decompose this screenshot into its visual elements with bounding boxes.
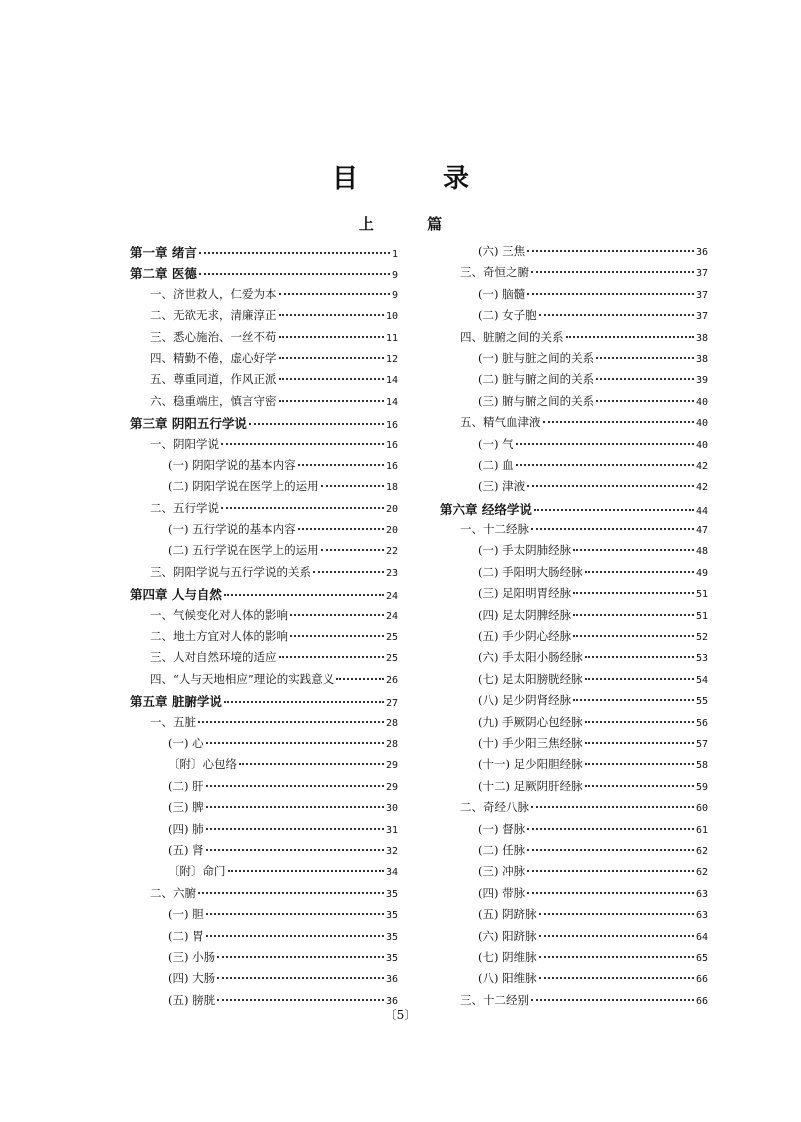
toc-entry[interactable] — [130, 863, 398, 884]
dot-leader — [585, 785, 694, 787]
toc-entry-page: 38 — [695, 332, 708, 344]
toc-entry-page: 20 — [385, 503, 398, 515]
toc-entry-page: 25 — [385, 632, 398, 644]
toc-entry[interactable] — [130, 842, 398, 863]
toc-entry[interactable] — [130, 735, 398, 756]
toc-entry[interactable] — [440, 756, 708, 777]
page-number: 〔5〕 — [384, 1008, 417, 1022]
dot-leader — [279, 378, 384, 380]
toc-entry-label: (五) 阴跻脉 — [478, 907, 537, 922]
toc-entry-page: 30 — [385, 803, 398, 815]
dot-leader — [199, 273, 390, 275]
toc-entry-page: 35 — [385, 910, 398, 922]
toc-entry[interactable] — [440, 842, 708, 863]
toc-entry-label: 〔附〕命门 — [168, 864, 226, 879]
toc-entry-label: 三、阴阳学说与五行学说的关系 — [150, 564, 311, 579]
toc-entry-page: 18 — [385, 482, 398, 494]
toc-chapter-entry[interactable] — [130, 692, 398, 713]
dot-leader — [298, 528, 384, 530]
toc-entry-page: 31 — [385, 824, 398, 836]
toc-entry-label: 一、十二经脉 — [460, 522, 529, 537]
dot-leader — [585, 678, 694, 680]
toc-entry-label: (一) 督脉 — [478, 821, 526, 836]
dot-leader — [224, 701, 384, 703]
dot-leader — [279, 293, 390, 295]
toc-entry-label: 六、稳重端庄，慎言守密 — [150, 393, 277, 408]
toc-entry[interactable] — [440, 414, 708, 435]
toc-entry-page: 14 — [385, 396, 398, 408]
toc-entry-label: 五、尊重同道，作风正派 — [150, 372, 277, 387]
toc-entry-label: (八) 阳维脉 — [478, 971, 537, 986]
dot-leader — [206, 935, 384, 937]
toc-entry[interactable] — [130, 350, 398, 371]
toc-entry-label: (五) 肾 — [168, 842, 204, 857]
toc-entry-label: (二) 胃 — [168, 928, 204, 943]
toc-entry-page: 16 — [385, 460, 398, 472]
toc-entry-page: 62 — [695, 845, 708, 857]
toc-right-column — [440, 243, 708, 1013]
toc-entry[interactable] — [440, 286, 708, 307]
toc-entry-page: 29 — [385, 760, 398, 772]
toc-entry-page: 44 — [695, 505, 708, 517]
toc-entry-label: (一) 气 — [478, 436, 514, 451]
toc-entry-page: 37 — [695, 268, 708, 280]
toc-entry-label: (三) 脾 — [168, 800, 204, 815]
dot-leader — [539, 314, 694, 316]
toc-entry-label: (二) 女子胞 — [478, 308, 537, 323]
toc-entry-label: (七) 阴维脉 — [478, 949, 537, 964]
toc-entry[interactable] — [130, 500, 398, 521]
toc-entry[interactable] — [440, 970, 708, 991]
toc-entry-label: (二) 手阳明大肠经脉 — [478, 564, 583, 579]
toc-entry-page: 53 — [695, 653, 708, 665]
dot-leader — [531, 271, 694, 273]
toc-entry-page: 56 — [695, 717, 708, 729]
toc-entry-page: 54 — [695, 674, 708, 686]
toc-entry-page: 14 — [385, 375, 398, 387]
toc-entry-page: 60 — [695, 803, 708, 815]
toc-entry-label: (十一) 足少阳胆经脉 — [478, 757, 583, 772]
dot-leader — [279, 400, 384, 402]
dot-leader — [539, 956, 694, 958]
dot-leader — [206, 828, 384, 830]
toc-entry-label: 第一章 绪言 — [130, 245, 197, 260]
toc-entry-label: (五) 膀胱 — [168, 992, 216, 1007]
toc-entry-label: (三) 冲脉 — [478, 864, 526, 879]
toc-entry-label: 三、悉心施治、一丝不苟 — [150, 329, 277, 344]
dot-leader — [206, 742, 384, 744]
toc-entry-label: 一、五脏 — [150, 714, 196, 729]
dot-leader — [527, 828, 694, 830]
toc-entry[interactable] — [130, 821, 398, 842]
toc-entry[interactable] — [440, 350, 708, 371]
dot-leader — [321, 549, 384, 551]
toc-entry-page: 62 — [695, 867, 708, 879]
toc-entry-label: 第四章 人与自然 — [130, 587, 222, 603]
toc-entry[interactable] — [440, 928, 708, 949]
toc-entry[interactable] — [440, 735, 708, 756]
toc-entry[interactable] — [440, 885, 708, 906]
toc-entry-label: 二、无欲无求，清廉淳正 — [150, 308, 277, 323]
dot-leader — [566, 336, 694, 338]
toc-entry-page: 42 — [695, 460, 708, 472]
toc-entry[interactable] — [440, 307, 708, 328]
dot-leader — [206, 849, 384, 851]
toc-entry-page: 9 — [391, 270, 398, 282]
toc-entry-label: (三) 小肠 — [168, 949, 216, 964]
toc-entry[interactable] — [440, 436, 708, 457]
toc-entry[interactable] — [130, 949, 398, 970]
dot-leader — [596, 378, 694, 380]
toc-entry-label: 二、五行学说 — [150, 500, 219, 515]
dot-leader — [336, 678, 384, 680]
toc-entry-label: 第二章 医德 — [130, 266, 197, 282]
dot-leader — [221, 507, 384, 509]
toc-entry-label: (三) 足阳明胃经脉 — [478, 586, 572, 601]
toc-entry-label: 四、脏腑之间的关系 — [460, 329, 564, 344]
toc-entry-page: 27 — [385, 698, 398, 710]
toc-entry-page: 47 — [695, 525, 708, 537]
toc-entry[interactable] — [130, 478, 398, 499]
toc-entry[interactable] — [130, 928, 398, 949]
toc-entry-label: 四、精勤不倦，虚心好学 — [150, 350, 277, 365]
toc-entry-page: 26 — [385, 674, 398, 686]
toc-entry-label: (一) 脑髓 — [478, 286, 526, 301]
toc-entry-page: 35 — [385, 888, 398, 900]
dot-leader — [321, 485, 384, 487]
toc-entry-page: 51 — [695, 589, 708, 601]
toc-entry-page: 16 — [385, 439, 398, 451]
dot-leader — [199, 252, 390, 254]
toc-entry-page: 36 — [695, 247, 708, 258]
toc-entry[interactable] — [440, 714, 708, 735]
toc-entry-page: 24 — [385, 610, 398, 622]
toc-entry-page: 66 — [695, 974, 708, 986]
dot-leader — [527, 870, 694, 872]
dot-leader — [516, 464, 694, 466]
toc-entry-page: 1 — [391, 249, 398, 260]
dot-leader — [573, 614, 694, 616]
toc-entry-page: 28 — [385, 738, 398, 750]
dot-leader — [539, 935, 694, 937]
toc-entry-label: (八) 足少阴肾经脉 — [478, 693, 572, 708]
toc-entry[interactable] — [440, 949, 708, 970]
toc-entry-label: 第六章 经络学说 — [440, 501, 532, 517]
toc-entry-page: 24 — [385, 591, 398, 603]
dot-leader — [206, 806, 384, 808]
toc-entry-page: 64 — [695, 931, 708, 943]
dot-leader — [206, 913, 384, 915]
dot-leader — [228, 870, 384, 872]
toc-entry[interactable] — [440, 821, 708, 842]
dot-leader — [516, 443, 694, 445]
toc-entry-label: 二、六腑 — [150, 885, 196, 900]
toc-chapter-entry[interactable] — [130, 585, 398, 606]
toc-entry-page: 36 — [385, 995, 398, 1007]
dot-leader — [534, 509, 694, 511]
dot-leader — [217, 977, 384, 979]
toc-entry-page: 57 — [695, 738, 708, 750]
toc-chapter-entry[interactable] — [130, 414, 398, 435]
toc-entry-label: (二) 脏与腑之间的关系 — [478, 372, 595, 387]
dot-leader — [206, 785, 384, 787]
toc-entry-page: 42 — [695, 482, 708, 494]
toc-entry-page: 61 — [695, 824, 708, 836]
toc-entry-label: (二) 阴阳学说在医学上的运用 — [168, 479, 319, 494]
toc-entry[interactable] — [130, 521, 398, 542]
dot-leader — [290, 635, 384, 637]
toc-entry-label: (二) 任脉 — [478, 842, 526, 857]
dot-leader — [217, 956, 384, 958]
page-title: 目 录 — [331, 164, 508, 194]
toc-entry-label: (四) 肺 — [168, 821, 204, 836]
toc-entry-label: (三) 津液 — [478, 479, 526, 494]
dot-leader — [585, 742, 694, 744]
toc-entry[interactable] — [440, 371, 708, 392]
toc-entry-page: 63 — [695, 910, 708, 922]
toc-chapter-entry[interactable] — [130, 243, 398, 264]
dot-leader — [573, 635, 694, 637]
dot-leader — [596, 357, 694, 359]
dot-leader — [531, 528, 694, 530]
dot-leader — [539, 977, 694, 979]
toc-entry-page: 28 — [385, 717, 398, 729]
toc-entry-page: 16 — [385, 420, 398, 432]
toc-entry[interactable] — [440, 521, 708, 542]
dot-leader — [298, 464, 384, 466]
toc-entry[interactable] — [440, 799, 708, 820]
dot-leader — [585, 721, 694, 723]
toc-entry[interactable] — [440, 649, 708, 670]
dot-leader — [585, 656, 694, 658]
toc-entry-page: 37 — [695, 311, 708, 323]
toc-entry-label: (五) 手少阴心经脉 — [478, 629, 572, 644]
dot-leader — [198, 892, 384, 894]
toc-entry-page: 63 — [695, 888, 708, 900]
toc-entry-page: 59 — [695, 781, 708, 793]
toc-entry-page: 38 — [695, 353, 708, 365]
toc-entry[interactable] — [440, 778, 708, 799]
toc-entry[interactable] — [130, 329, 398, 350]
toc-entry[interactable] — [130, 906, 398, 927]
toc-entry-page: 66 — [695, 995, 708, 1007]
toc-entry-label: 一、济世救人，仁爱为本 — [150, 286, 277, 301]
dot-leader — [221, 443, 384, 445]
toc-entry-page: 32 — [385, 845, 398, 857]
dot-leader — [239, 763, 384, 765]
toc-entry-page: 35 — [385, 931, 398, 943]
toc-entry-label: (十二) 足厥阴肝经脉 — [478, 778, 583, 793]
toc-entry-label: (九) 手厥阴心包经脉 — [478, 714, 583, 729]
toc-entry[interactable] — [440, 671, 708, 692]
toc-entry[interactable] — [440, 264, 708, 285]
dot-leader — [279, 357, 384, 359]
toc-entry-label: (四) 大肠 — [168, 971, 216, 986]
toc-entry-label: (一) 脏与脏之间的关系 — [478, 350, 595, 365]
toc-entry[interactable] — [130, 542, 398, 563]
toc-entry-label: 〔附〕心包络 — [168, 757, 237, 772]
dot-leader — [527, 250, 694, 252]
toc-entry-page: 20 — [385, 525, 398, 537]
toc-entry[interactable] — [130, 756, 398, 777]
toc-entry-label: (一) 五行学说的基本内容 — [168, 522, 296, 537]
toc-entry-page: 40 — [695, 418, 708, 430]
dot-leader — [279, 336, 384, 338]
toc-entry-page: 22 — [385, 546, 398, 558]
toc-entry[interactable] — [130, 564, 398, 585]
toc-entry-label: (六) 阳跻脉 — [478, 928, 537, 943]
toc-entry-page: 39 — [695, 375, 708, 387]
toc-entry[interactable] — [130, 671, 398, 692]
dot-leader — [198, 721, 384, 723]
toc-entry-page: 52 — [695, 632, 708, 644]
toc-entry[interactable] — [440, 585, 708, 606]
toc-entry-label: 二、奇经八脉 — [460, 800, 529, 815]
toc-chapter-entry[interactable] — [130, 264, 398, 285]
toc-entry-label: (一) 手太阴肺经脉 — [478, 543, 572, 558]
toc-entry[interactable] — [130, 371, 398, 392]
toc-entry[interactable] — [440, 607, 708, 628]
toc-entry-page: 11 — [385, 332, 398, 344]
toc-entry-label: (二) 肝 — [168, 778, 204, 793]
toc-entry-page: 36 — [385, 974, 398, 986]
dot-leader — [527, 485, 694, 487]
dot-leader — [585, 571, 694, 573]
dot-leader — [573, 699, 694, 701]
dot-leader — [527, 849, 694, 851]
toc-entry[interactable] — [130, 799, 398, 820]
dot-leader — [527, 293, 694, 295]
toc-entry-page: 49 — [695, 567, 708, 579]
toc-entry-page: 55 — [695, 696, 708, 708]
toc-entry-label: (六) 手太阳小肠经脉 — [478, 650, 583, 665]
dot-leader — [596, 400, 694, 402]
toc-entry-label: 第三章 阴阳五行学说 — [130, 416, 247, 432]
toc-entry[interactable] — [130, 885, 398, 906]
toc-entry[interactable] — [440, 393, 708, 414]
dot-leader — [224, 594, 384, 596]
toc-entry[interactable] — [440, 628, 708, 649]
toc-entry-page: 48 — [695, 546, 708, 558]
dot-leader — [573, 592, 694, 594]
toc-entry[interactable] — [130, 393, 398, 414]
dot-leader — [279, 656, 384, 658]
toc-entry[interactable] — [440, 692, 708, 713]
toc-entry[interactable] — [440, 906, 708, 927]
toc-entry-label: (四) 足太阴脾经脉 — [478, 607, 572, 622]
toc-entry-label: (一) 心 — [168, 735, 204, 750]
toc-entry[interactable] — [130, 778, 398, 799]
toc-entry-page: 10 — [385, 311, 398, 323]
toc-entry-page: 58 — [695, 760, 708, 772]
toc-entry-label: (七) 足太阳膀胱经脉 — [478, 671, 583, 686]
toc-entry-label: 一、气候变化对人体的影响 — [150, 607, 288, 622]
dot-leader — [531, 806, 694, 808]
dot-leader — [585, 763, 694, 765]
toc-entry[interactable] — [440, 457, 708, 478]
toc-chapter-entry[interactable] — [440, 500, 708, 521]
toc-entry-label: 五、精气血津液 — [460, 415, 541, 430]
toc-entry[interactable] — [440, 863, 708, 884]
toc-entry[interactable] — [130, 307, 398, 328]
toc-entry[interactable] — [130, 970, 398, 991]
toc-entry-page: 37 — [695, 289, 708, 301]
dot-leader — [527, 892, 694, 894]
toc-entry-page: 9 — [391, 289, 398, 301]
toc-entry-label: 三、人对自然环境的适应 — [150, 650, 277, 665]
toc-entry[interactable] — [440, 329, 708, 350]
toc-entry-label: (十) 手少阳三焦经脉 — [478, 735, 583, 750]
toc-entry-label: (二) 血 — [478, 457, 514, 472]
toc-entry[interactable] — [130, 628, 398, 649]
dot-leader — [279, 314, 384, 316]
toc-entry[interactable] — [130, 286, 398, 307]
toc-entry-label: (六) 三焦 — [478, 244, 526, 258]
toc-entry-page: 40 — [695, 396, 708, 408]
dot-leader — [539, 913, 694, 915]
dot-leader — [531, 999, 694, 1001]
toc-entry-page: 23 — [385, 567, 398, 579]
toc-entry-label: 第五章 脏腑学说 — [130, 694, 222, 710]
toc-entry-label: 三、奇恒之腑 — [460, 265, 529, 280]
toc-entry-label: (二) 五行学说在医学上的运用 — [168, 543, 319, 558]
toc-entry-label: (一) 胆 — [168, 907, 204, 922]
toc-entry-page: 12 — [385, 353, 398, 365]
toc-entry[interactable] — [130, 436, 398, 457]
dot-leader — [573, 549, 694, 551]
dot-leader — [290, 614, 384, 616]
dot-leader — [313, 571, 384, 573]
toc-entry-label: 三、十二经别 — [460, 992, 529, 1007]
toc-entry-label: (三) 腑与腑之间的关系 — [478, 393, 595, 408]
toc-entry[interactable] — [440, 542, 708, 563]
dot-leader — [543, 421, 694, 423]
toc-left-column — [130, 243, 398, 1013]
toc-entry[interactable] — [440, 478, 708, 499]
toc-entry[interactable] — [130, 457, 398, 478]
toc-entry-page: 65 — [695, 952, 708, 964]
toc-entry[interactable] — [130, 649, 398, 670]
toc-entry[interactable] — [440, 564, 708, 585]
toc-entry-label: 二、地土方宜对人体的影响 — [150, 629, 288, 644]
dot-leader — [217, 999, 384, 1001]
toc-entry-page: 51 — [695, 610, 708, 622]
toc-entry-label: 一、阴阳学说 — [150, 436, 219, 451]
toc-entry-page: 40 — [695, 439, 708, 451]
toc-entry-page: 35 — [385, 952, 398, 964]
toc-entry-page: 29 — [385, 781, 398, 793]
toc-entry-label: 四、“人与天地相应”理论的实践意义 — [150, 671, 335, 686]
part-title: 上 篇 — [358, 215, 467, 233]
toc-entry[interactable] — [130, 714, 398, 735]
toc-entry-label: (四) 带脉 — [478, 885, 526, 900]
toc-entry-label: (一) 阴阳学说的基本内容 — [168, 457, 296, 472]
toc-entry-page: 25 — [385, 653, 398, 665]
toc-entry[interactable] — [440, 243, 708, 264]
dot-leader — [249, 423, 384, 425]
toc-entry-page: 34 — [385, 867, 398, 879]
toc-entry[interactable] — [130, 607, 398, 628]
